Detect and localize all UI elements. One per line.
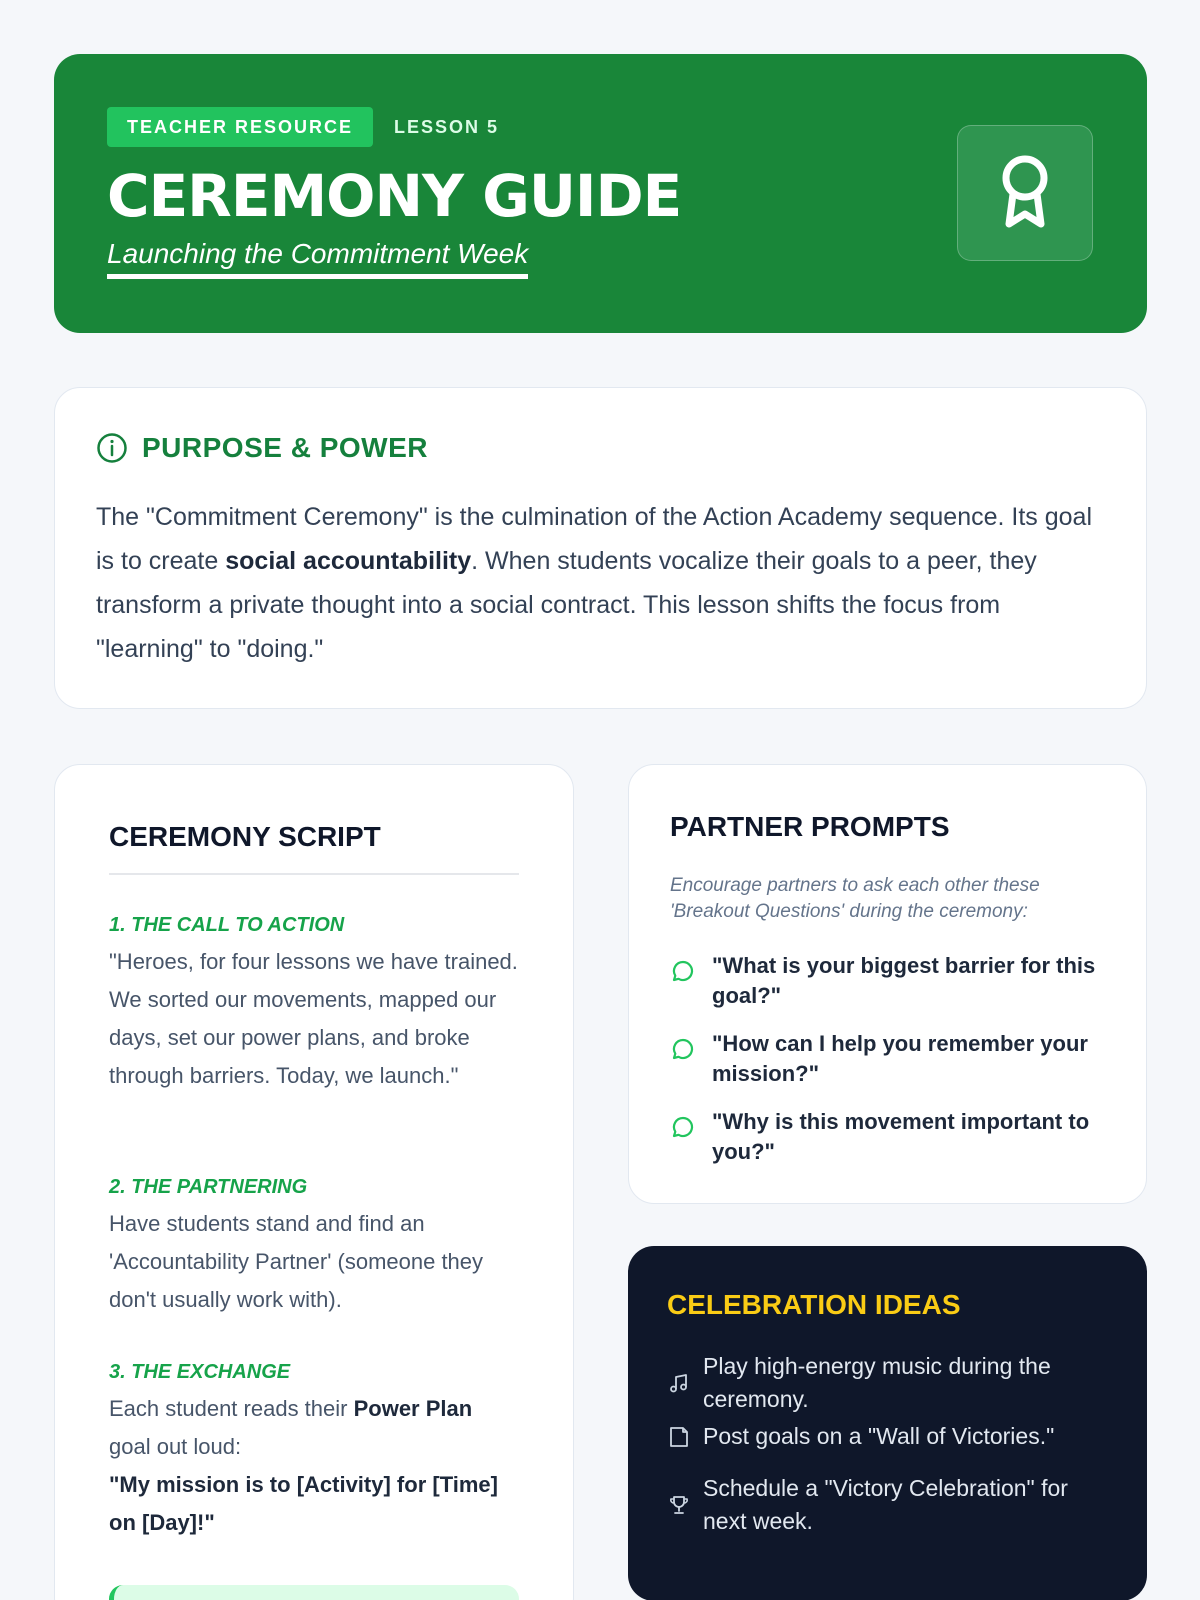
prompt-text: "What is your biggest barrier for this goal?" bbox=[712, 953, 1096, 1008]
step-text-part: goal out loud: bbox=[109, 1434, 242, 1459]
info-circle-icon bbox=[96, 432, 128, 464]
resource-badge: TEACHER RESOURCE bbox=[107, 107, 373, 147]
purpose-text bbox=[96, 495, 1106, 671]
sticky-note-icon bbox=[668, 1425, 690, 1449]
script-title: CEREMONY SCRIPT bbox=[109, 821, 519, 875]
chat-bubble-icon bbox=[670, 1115, 696, 1139]
celebration-item bbox=[667, 1350, 1107, 1416]
script-step bbox=[109, 914, 519, 1095]
celebration-title: CELEBRATION IDEAS bbox=[667, 1289, 961, 1320]
prompts-title: PARTNER PROMPTS bbox=[670, 811, 950, 842]
celebration-ideas-card bbox=[628, 1246, 1147, 1600]
chat-bubble-icon bbox=[670, 1037, 696, 1061]
script-step bbox=[109, 1361, 519, 1542]
celebration-item bbox=[667, 1420, 1107, 1453]
step-text-part: Each student reads their bbox=[109, 1396, 354, 1421]
page-subtitle: Launching the Commitment Week bbox=[107, 238, 528, 279]
purpose-title: PURPOSE & POWER bbox=[142, 432, 428, 463]
step-heading: 2. THE PARTNERING bbox=[109, 1176, 308, 1198]
prompt-text: "How can I help you remember your mission?" bbox=[712, 1031, 1088, 1086]
purpose-text-part: . When students vocalize their goals to a peer, they transform a private thought into a social contract. This lesson shifts the focus from "learning" to "doing." bbox=[96, 547, 1037, 663]
step-text: "Heroes, for four lessons we have trained. We sorted our movements, mapped our days, set our power plans, and broke through barriers. Today, we launch." bbox=[109, 949, 518, 1088]
award-icon-box bbox=[957, 125, 1093, 261]
prompts-intro: Encourage partners to ask each other these 'Breakout Questions' during the ceremony: bbox=[670, 875, 1040, 922]
purpose-header bbox=[96, 432, 428, 464]
script-callout-bar bbox=[109, 1585, 519, 1600]
ceremony-script-card bbox=[54, 764, 574, 1600]
celebration-item bbox=[667, 1472, 1107, 1538]
chat-bubble-icon bbox=[670, 959, 696, 983]
step-quote: "My mission is to [Activity] for [Time] on [Day]!" bbox=[109, 1472, 498, 1535]
header-badges bbox=[107, 107, 499, 147]
lesson-label: LESSON 5 bbox=[394, 116, 500, 137]
purpose-text-bold: social accountability bbox=[225, 547, 472, 575]
prompt-item bbox=[670, 1107, 1110, 1167]
purpose-text-part: The "Commitment Ceremony" is the culmination of the Action Academy sequence. Its goal is to create bbox=[96, 503, 1093, 575]
step-text-bold: Power Plan bbox=[353, 1396, 473, 1421]
header-banner bbox=[54, 54, 1147, 333]
script-step bbox=[109, 1176, 519, 1319]
prompt-item bbox=[670, 951, 1110, 1011]
step-text bbox=[109, 1390, 519, 1542]
celebration-text: Post goals on a "Wall of Victories." bbox=[703, 1423, 1055, 1449]
partner-prompts-card bbox=[628, 764, 1147, 1204]
step-heading: 1. THE CALL TO ACTION bbox=[109, 914, 345, 936]
step-text: Have students stand and find an 'Accountability Partner' (someone they don't usually work with). bbox=[109, 1211, 484, 1312]
celebration-text: Schedule a "Victory Celebration" for next week. bbox=[703, 1475, 1068, 1534]
trophy-icon bbox=[668, 1494, 690, 1516]
page-title: CEREMONY GUIDE bbox=[107, 162, 682, 230]
prompt-text: "Why is this movement important to you?" bbox=[712, 1109, 1090, 1164]
award-ribbon-icon bbox=[997, 154, 1053, 232]
prompt-item bbox=[670, 1029, 1110, 1089]
music-note-icon bbox=[668, 1372, 690, 1394]
purpose-card bbox=[54, 387, 1147, 709]
celebration-text: Play high-energy music during the ceremony. bbox=[703, 1353, 1051, 1412]
step-heading: 3. THE EXCHANGE bbox=[109, 1361, 291, 1383]
